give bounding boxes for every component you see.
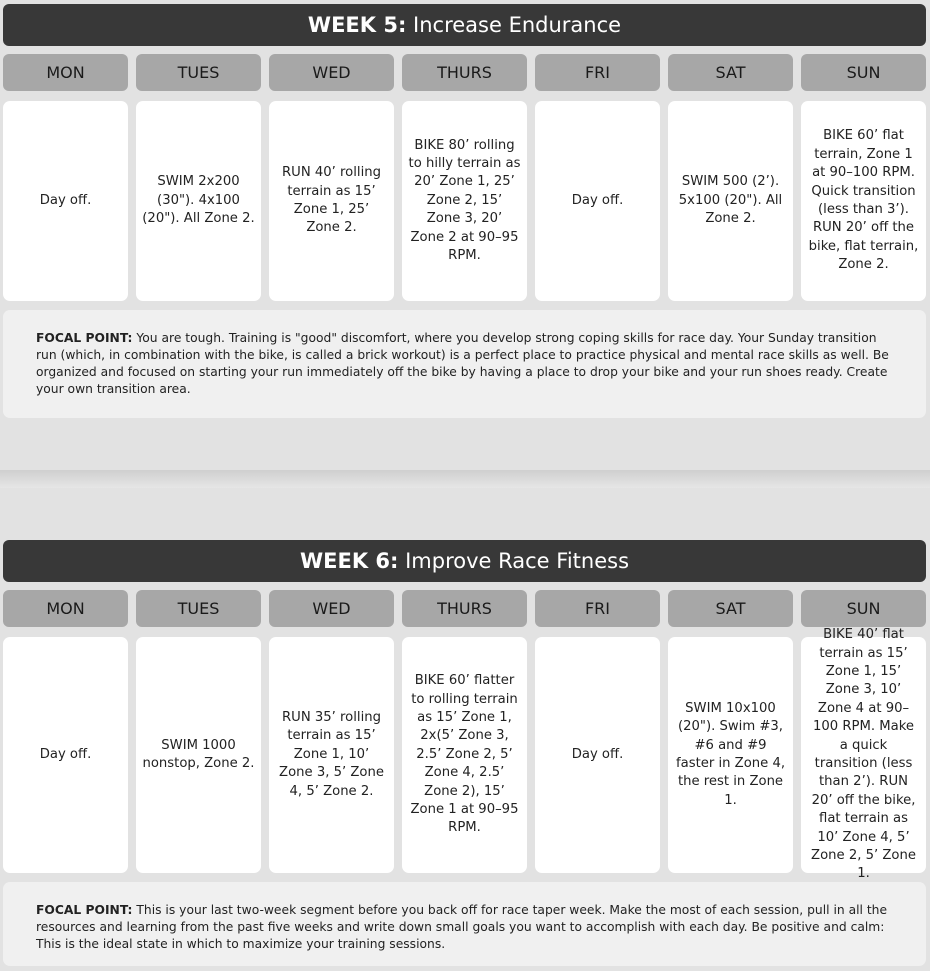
week5-header xyxy=(3,4,926,46)
week6-day-thurs-header: THURS xyxy=(402,590,527,627)
week5-workout-wed: RUN 40’ rolling terrain as 15’ Zone 1, 25’ Zone 2. xyxy=(269,101,394,301)
week6-day-mon-header: MON xyxy=(3,590,128,627)
week6-day-tues-header: TUES xyxy=(136,590,261,627)
week6-title-text: Improve Race Fitness xyxy=(398,549,630,573)
week6-workout-thurs: BIKE 60’ flatter to rolling terrain as 15’ Zone 1, 2x(5’ Zone 3, 2.5’ Zone 2, 5’ Zone 4, 2.5’ Zone 2), 15’ Zone 1 at 90–95 RPM. xyxy=(402,637,527,873)
week6-workout-sat: SWIM 10x100 (20"). Swim #3, #6 and #9 faster in Zone 4, the rest in Zone 1. xyxy=(668,637,793,873)
week5-day-sun-header: SUN xyxy=(801,54,926,91)
week6-day-sat-header: SAT xyxy=(668,590,793,627)
week6-day-cells xyxy=(3,627,926,882)
week5-workout-thurs: BIKE 80’ rolling to hilly terrain as 20’ Zone 1, 25’ Zone 2, 15’ Zone 3, 20’ Zone 2 at 90–95 RPM. xyxy=(402,101,527,301)
week6-day-headers xyxy=(3,590,926,627)
week6-focal-label: FOCAL POINT: xyxy=(36,903,133,917)
week6-panel xyxy=(0,488,930,971)
section-divider xyxy=(0,470,930,488)
week5-focal-label: FOCAL POINT: xyxy=(36,331,133,345)
week5-workout-mon: Day off. xyxy=(3,101,128,301)
week6-title-number: WEEK 6: xyxy=(299,549,399,573)
week5-workout-tues: SWIM 2x200 (30"). 4x100 (20"). All Zone 2. xyxy=(136,101,261,301)
week5-day-mon-header: MON xyxy=(3,54,128,91)
week6-workout-wed: RUN 35’ rolling terrain as 15’ Zone 1, 10’ Zone 3, 5’ Zone 4, 5’ Zone 2. xyxy=(269,637,394,873)
week6-workout-fri: Day off. xyxy=(535,637,660,873)
week5-workout-sun: BIKE 60’ flat terrain, Zone 1 at 90–100 RPM. Quick transition (less than 3’). RUN 20’ off the bike, flat terrain, Zone 2. xyxy=(801,101,926,301)
week6-workout-sun: BIKE 40’ flat terrain as 15’ Zone 1, 15’ Zone 3, 10’ Zone 4 at 90–100 RPM. Make a quick transition (less than 2’). RUN 20’ off the bike, flat terrain as 10’ Zone 4, 5’ Zone 2, 5’ Zone 1. xyxy=(801,637,926,873)
week5-day-wed-header: WED xyxy=(269,54,394,91)
week6-workout-mon: Day off. xyxy=(3,637,128,873)
week5-focal-point xyxy=(3,310,926,418)
week5-day-tues-header: TUES xyxy=(136,54,261,91)
week5-day-cells xyxy=(3,101,926,301)
week5-day-sat-header: SAT xyxy=(668,54,793,91)
week5-workout-sat: SWIM 500 (2’). 5x100 (20"). All Zone 2. xyxy=(668,101,793,301)
week6-focal-point xyxy=(3,882,926,966)
week5-title-number: WEEK 5: xyxy=(307,13,407,37)
week5-day-thurs-header: THURS xyxy=(402,54,527,91)
week6-header xyxy=(3,540,926,582)
week5-title-text: Increase Endurance xyxy=(406,13,622,37)
week6-day-fri-header: FRI xyxy=(535,590,660,627)
week5-panel xyxy=(0,0,930,470)
week5-workout-fri: Day off. xyxy=(535,101,660,301)
week6-workout-tues: SWIM 1000 nonstop, Zone 2. xyxy=(136,637,261,873)
week5-day-headers xyxy=(3,54,926,91)
week5-day-fri-header: FRI xyxy=(535,54,660,91)
week6-day-wed-header: WED xyxy=(269,590,394,627)
week5-focal-text: You are tough. Training is "good" discomfort, where you develop strong coping skills for race day. Your Sunday transition run (which, in combination with the bike, is called a brick workout) is a perfect place to practice physical and mental race skills as well. Be organized and focused on starting your run immediately off the bike by having a place to drop your bike and your run shoes ready. Create your own transition area. xyxy=(36,331,889,396)
week6-day-sun-header: SUN xyxy=(801,590,926,627)
week6-focal-text: This is your last two-week segment before you back off for race taper week. Make the most of each session, pull in all the resources and learning from the past five weeks and write down small goals you want to accomplish with each day. Be positive and calm: This is the ideal state in which to maximize your training sessions. xyxy=(36,903,888,951)
